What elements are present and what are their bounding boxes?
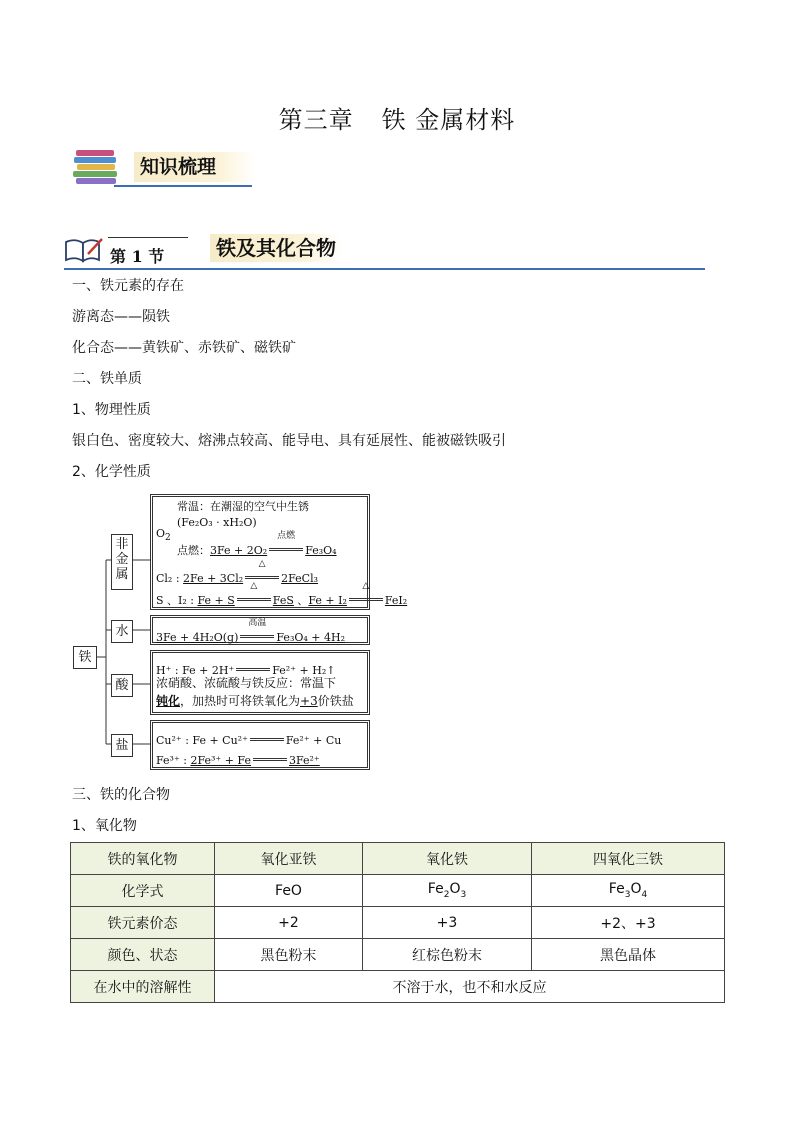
text-combined-state: 化合态——黄铁矿、赤铁矿、磁铁矿 — [72, 340, 296, 356]
table-header-cell: 氧化亚铁 — [215, 843, 363, 875]
row-label: 化学式 — [71, 875, 215, 907]
table-header-cell: 四氧化三铁 — [532, 843, 725, 875]
table-cell: $Fe_3O_4$ — [532, 875, 725, 907]
text-free-state: 游离态——陨铁 — [72, 309, 170, 325]
banner-underline — [114, 185, 252, 187]
table-row — [71, 939, 725, 971]
heading-existence: 一、铁元素的存在 — [72, 278, 184, 294]
heading-oxides: 1、氧化物 — [72, 818, 137, 834]
branch-acid: 酸 — [111, 674, 133, 697]
table-header-row — [71, 843, 725, 875]
text-physical-properties: 银白色、密度较大、熔沸点较高、能导电、具有延展性、能被磁铁吸引 — [72, 433, 506, 449]
section-rule — [64, 268, 705, 270]
table-header-cell: 铁的氧化物 — [71, 843, 215, 875]
iron-oxides-table — [70, 842, 725, 1003]
water-reaction-box — [152, 617, 368, 643]
section-banner: 知识梳理 — [134, 152, 256, 182]
section-title: 铁及其化合物 — [210, 234, 342, 262]
branch-water: 水 — [111, 620, 133, 643]
chapter-name: 铁 金属材料 — [381, 106, 516, 134]
branch-nonmetal: 非金属 — [111, 534, 133, 590]
table-cell: +2 — [215, 907, 363, 939]
table-cell: $Fe_2O_3$ — [363, 875, 532, 907]
salt-fe3-reaction: Fe³⁺ : 2Fe³⁺ + Fe 3Fe²⁺ — [156, 749, 320, 767]
table-cell: +2、+3 — [532, 907, 725, 939]
table-cell: 不溶于水，也不和水反应 — [215, 971, 725, 1003]
table-row — [71, 971, 725, 1003]
table-cell: +3 — [363, 907, 532, 939]
table-row — [71, 875, 725, 907]
table-cell: FeO — [215, 875, 363, 907]
heading-chemical: 2、化学性质 — [72, 464, 151, 480]
open-book-pen-icon — [64, 236, 104, 264]
heading-elemental-iron: 二、铁单质 — [72, 371, 142, 387]
acid-h-reaction: H⁺ : Fe + 2H⁺ Fe²⁺ + H₂↑ — [156, 659, 335, 677]
table-cell: 黑色晶体 — [532, 939, 725, 971]
section-number-line — [108, 237, 188, 238]
s-i2-reaction: S 、I₂ : Fe + S △ FeS 、Fe + I₂ △ FeI₂ — [156, 581, 408, 607]
cl2-reaction: Cl₂ : 2Fe + 3Cl₂ △ 2FeCl₃ — [156, 559, 319, 585]
branch-salt: 盐 — [111, 734, 133, 757]
acid-passivation-line1: 浓硝酸、浓硫酸与铁反应：常温下 — [156, 676, 337, 690]
table-cell: 红棕色粉末 — [363, 939, 532, 971]
heading-physical: 1、物理性质 — [72, 402, 151, 418]
salt-reaction-box — [152, 722, 368, 768]
page-title — [0, 100, 794, 135]
table-header-cell: 氧化铁 — [363, 843, 532, 875]
chemical-properties-diagram — [73, 494, 408, 770]
root-iron-box: 铁 — [73, 646, 97, 669]
chapter-label: 第三章 — [278, 106, 354, 134]
section-number: 第 1 节 — [110, 247, 165, 266]
row-label: 铁元素价态 — [71, 907, 215, 939]
acid-reaction-box — [152, 652, 368, 713]
o2-line-rust: 常温：在潮湿的空气中生锈 — [177, 500, 309, 513]
salt-cu-reaction: Cu²⁺ : Fe + Cu²⁺ Fe²⁺ + Cu — [156, 729, 341, 747]
heading-compounds: 三、铁的化合物 — [72, 787, 170, 803]
row-label: 颜色、状态 — [71, 939, 215, 971]
table-row — [71, 907, 725, 939]
water-reaction: 3Fe + 4H₂O(g) 高温 Fe₃O₄ + 4H₂ — [156, 618, 345, 644]
table-cell: 黑色粉末 — [215, 939, 363, 971]
o2-label: $O_2$ — [156, 527, 171, 544]
acid-passivation-line2: 钝化，加热时可将铁氧化为+3价铁盐 — [156, 694, 354, 708]
o2-line-combustion: 点燃：3Fe + 2O₂ 点燃 Fe₃O₄ — [177, 531, 337, 557]
books-icon — [72, 146, 122, 186]
o2-line-rust-formula: (Fe₂O₃ · xH₂O) — [177, 516, 257, 529]
nonmetal-reactions-box — [152, 496, 408, 608]
row-label: 在水中的溶解性 — [71, 971, 215, 1003]
